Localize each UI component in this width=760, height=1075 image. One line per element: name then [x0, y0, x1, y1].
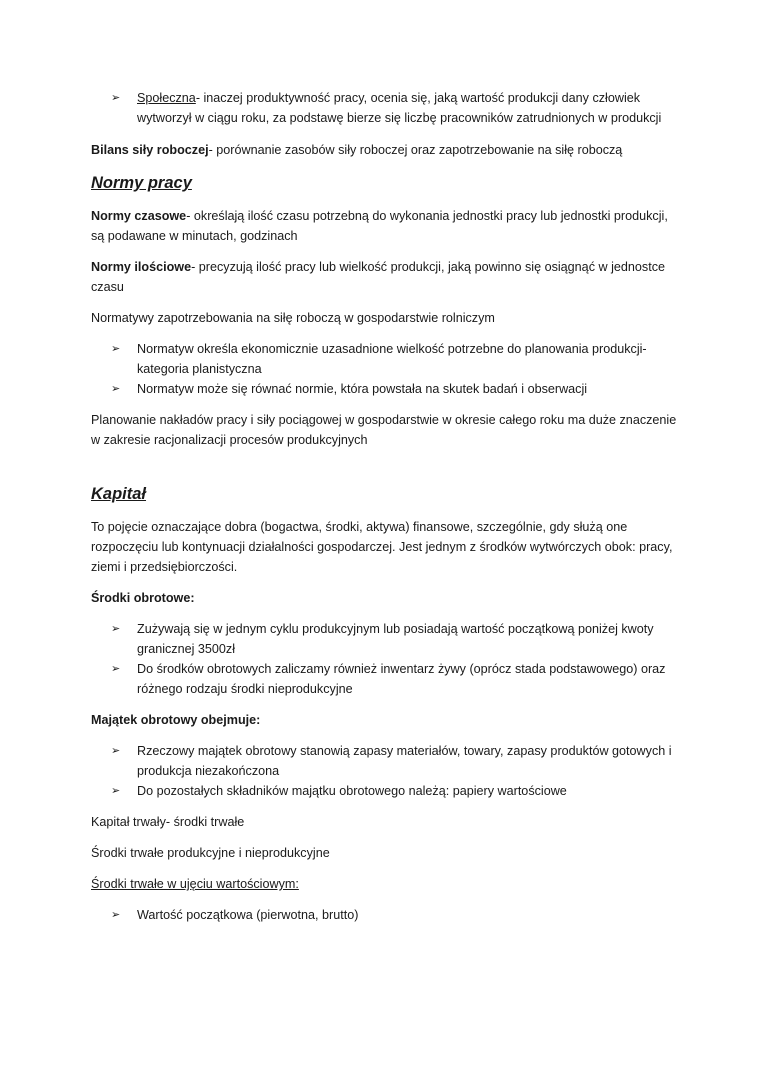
arrow-bullet-icon: ➢ [111, 745, 121, 757]
list-item [91, 741, 681, 781]
paragraph-normy-ilosciowe [91, 257, 681, 297]
arrow-bullet-icon: ➢ [111, 663, 121, 675]
paragraph-normy-czasowe [91, 206, 681, 246]
arrow-bullet-icon: ➢ [111, 909, 121, 921]
term-bilans: Bilans siły roboczej [91, 143, 209, 157]
term-normy-czasowe: Normy czasowe [91, 209, 187, 223]
arrow-bullet-icon: ➢ [111, 623, 121, 635]
heading-ujecie-wartosciowe: Środki trwałe w ujęciu wartościowym: [91, 877, 299, 891]
term-definition: - określają ilość czasu potrzebną do wykonania jednostki pracy lub jednostki produkcji, są podawane w minutach, godzinach [91, 209, 668, 243]
list-item [91, 659, 681, 699]
list-item-text: Rzeczowy majątek obrotowy stanowią zapasy materiałów, towary, zapasy produktów gotowych i produkcja niezakończona [137, 744, 672, 778]
list-item [91, 379, 681, 399]
list-item-text: Normatyw może się równać normie, która powstała na skutek badań i obserwacji [137, 382, 588, 396]
heading-kapital: Kapitał [91, 485, 147, 503]
bullet-list-wartosc [91, 905, 681, 925]
bullet-list-normatywy [91, 339, 681, 399]
list-item [91, 339, 681, 379]
term-definition: - precyzują ilość pracy lub wielkość produkcji, jaką powinno się osiągnąć w jednostce czasu [91, 260, 665, 294]
bullet-list-majatek [91, 741, 681, 801]
arrow-bullet-icon: ➢ [111, 785, 121, 797]
bullet-list-srodki-obrotowe [91, 619, 681, 699]
list-item [91, 781, 681, 801]
term-definition: - inaczej produktywność pracy, ocenia się, jaką wartość produkcji dany człowiek wytworzył w ciągu roku, za podstawę bierze się liczbę pracowników zatrudnionych w produkcji [137, 91, 662, 125]
arrow-bullet-icon: ➢ [111, 343, 121, 355]
list-item-text: Normatyw określa ekonomicznie uzasadnione wielkość potrzebne do planowania produkcji- kategoria planistyczna [137, 342, 647, 376]
paragraph-kapital: To pojęcie oznaczające dobra (bogactwa, środki, aktywa) finansowe, szczególnie, gdy służą one rozpoczęciu lub kontynuacji działalności gospodarczej. Jest jednym z środków wytwórczych obok: pracy, ziemi i przedsiębiorczości. [91, 520, 673, 574]
list-item [91, 619, 681, 659]
bullet-list-spoleczna [91, 88, 681, 128]
paragraph-bilans [91, 140, 681, 160]
list-item [91, 88, 681, 128]
paragraph-srodki-trwale: Środki trwałe produkcyjne i nieprodukcyjne [91, 846, 330, 860]
heading-normy-pracy: Normy pracy [91, 174, 192, 192]
paragraph-kapital-trwaly: Kapitał trwały- środki trwałe [91, 815, 245, 829]
heading-majatek-obrotowy: Majątek obrotowy obejmuje: [91, 713, 261, 727]
list-item-text: Zużywają się w jednym cyklu produkcyjnym lub posiadają wartość początkową poniżej kwoty granicznej 3500zł [137, 622, 654, 656]
paragraph-planowanie: Planowanie nakładów pracy i siły pociągowej w gospodarstwie w okresie całego roku ma duże znaczenie w zakresie racjonalizacji procesów produkcyjnych [91, 413, 677, 447]
list-item-text: Do pozostałych składników majątku obrotowego należą: papiery wartościowe [137, 784, 567, 798]
list-item-text: Wartość początkowa (pierwotna, brutto) [137, 908, 359, 922]
list-item [91, 905, 681, 925]
arrow-bullet-icon: ➢ [111, 92, 121, 104]
list-item-text: Do środków obrotowych zaliczamy również inwentarz żywy (oprócz stada podstawowego) oraz różnego rodzaju środki nieprodukcyjne [137, 662, 666, 696]
term-definition: - porównanie zasobów siły roboczej oraz zapotrzebowanie na siłę roboczą [208, 143, 623, 157]
term-normy-ilosciowe: Normy ilościowe [91, 260, 192, 274]
term-spoleczna: Społeczna [137, 91, 196, 105]
paragraph-normatywy: Normatywy zapotrzebowania na siłę roboczą w gospodarstwie rolniczym [91, 311, 495, 325]
heading-srodki-obrotowe: Środki obrotowe: [91, 591, 195, 605]
arrow-bullet-icon: ➢ [111, 383, 121, 395]
document-page [91, 88, 681, 936]
